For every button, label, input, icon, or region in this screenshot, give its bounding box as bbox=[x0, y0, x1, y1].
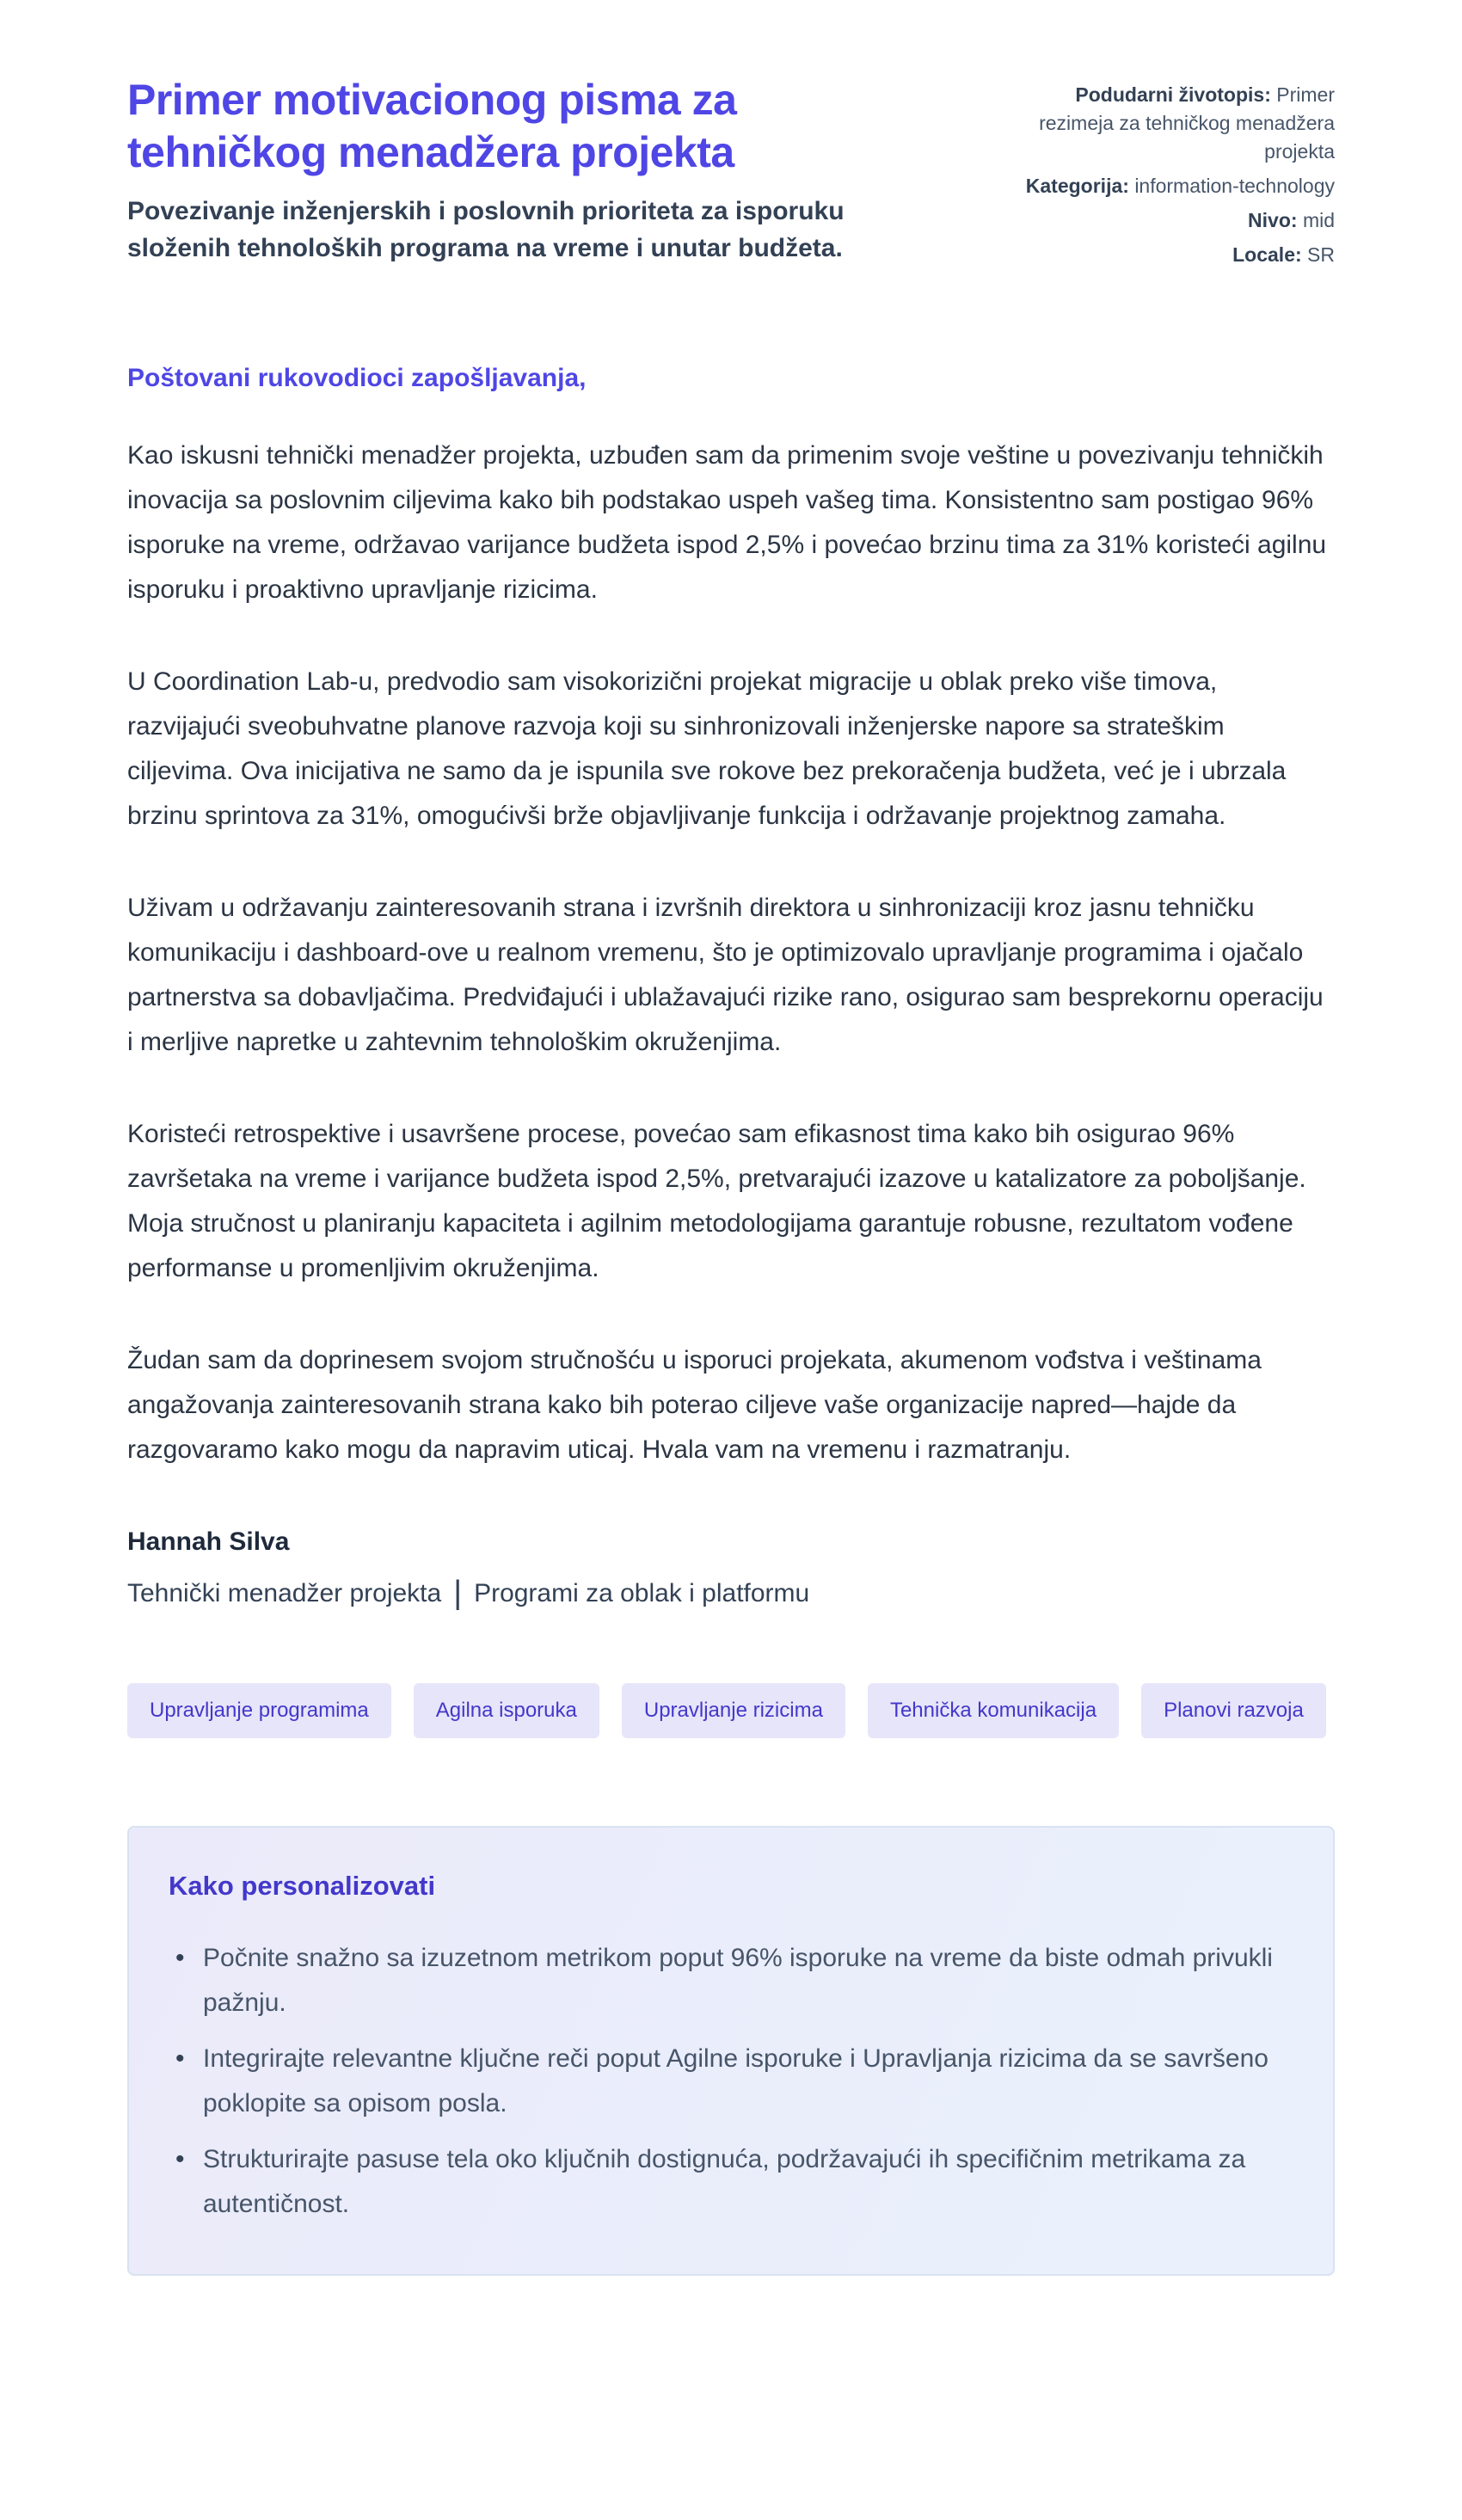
paragraph-1: Kao iskusni tehnički menadžer projekta, uzbuđen sam da primenim svoje veštine u povezivanju tehničkih inovacija sa poslovnim ciljevima kako bih podstakao uspeh vašeg tima. Konsistentno sam postigao 96% isporuke na vreme, održavao varijance budžeta ispod 2,5% i povećao brzinu tima za 31% koristeći agilnu isporuku i proaktivno upravljanje rizicima. bbox=[127, 441, 1327, 604]
signature-role: Tehnički menadžer projekta bbox=[127, 1579, 442, 1607]
tips-heading: Kako personalizovati bbox=[169, 1871, 436, 1901]
meta-value: mid bbox=[1302, 209, 1335, 231]
meta-item-locale bbox=[1008, 241, 1335, 269]
meta-label: Kategorija: bbox=[1025, 175, 1129, 197]
letter-body bbox=[127, 356, 1335, 1616]
tag-chip-agile-delivery: Agilna isporuka bbox=[414, 1683, 599, 1738]
header bbox=[127, 74, 1335, 275]
tag-chip-program-management: Upravljanje programima bbox=[127, 1683, 391, 1738]
tag-chip-technical-communication: Tehnička komunikacija bbox=[868, 1683, 1119, 1738]
meta-label: Nivo: bbox=[1248, 209, 1298, 231]
paragraph-3: Uživam u održavanju zainteresovanih strana i izvršnih direktora u sinhronizaciji kroz jasnu tehničku komunikaciju i dashboard-ove u realnom vremenu, što je optimizovalo upravljanje programima i ojačalo partnerstva sa dobavljačima. Predviđajući i ublažavajući rizike rano, osigurao sam besprekornu operaciju i merljive napretke u zahtevnim tehnološkim okruženjima. bbox=[127, 894, 1324, 1056]
meta-value: Primer rezimeja za tehničkog menadžera projekta bbox=[1039, 83, 1335, 163]
meta-label: Locale: bbox=[1232, 243, 1302, 266]
role-separator: | bbox=[453, 1575, 463, 1611]
tags-list bbox=[127, 1683, 1335, 1738]
tips-card bbox=[127, 1826, 1335, 2276]
meta-block bbox=[1008, 74, 1335, 275]
tips-list bbox=[169, 1936, 1292, 2227]
page-title: Primer motivacionog pisma za tehničkog menadžera projekta bbox=[127, 76, 737, 176]
meta-item-category bbox=[1008, 172, 1335, 200]
greeting: Poštovani rukovodioci zapošljavanja, bbox=[127, 364, 587, 392]
signature bbox=[127, 1520, 1335, 1616]
header-left bbox=[127, 74, 918, 267]
paragraph-5: Žudan sam da doprinesem svojom stručnošću u isporuci projekata, akumenom vođstva i veštinama angažovanja zainteresovanih strana kako bih poterao ciljeve vaše organizacije napred—hajde da razgovaramo kako mogu da napravim uticaj. Hvala vam na vremenu i razmatranju. bbox=[127, 1346, 1262, 1464]
paragraph-4: Koristeći retrospektive i usavršene procese, povećao sam efikasnost tima kako bih osigurao 96% završetaka na vreme i varijance budžeta ispod 2,5%, pretvarajući izazove u katalizatore za poboljšanje. Moja stručnost u planiranju kapaciteta i agilnim metodologijama garantuje robusne, rezultatom vođene performanse u promenljivim okruženjima. bbox=[127, 1120, 1306, 1282]
meta-item-level bbox=[1008, 206, 1335, 235]
tag-chip-roadmaps: Planovi razvoja bbox=[1141, 1683, 1326, 1738]
signature-division: Programi za oblak i platformu bbox=[474, 1579, 810, 1607]
page-subtitle: Povezivanje inženjerskih i poslovnih prioriteta za isporuku složenih tehnoloških programa na vreme i unutar budžeta. bbox=[127, 197, 845, 262]
tip-item-2: • Integrirajte relevantne ključne reči poput Agilne isporuke i Upravljanja rizicima da se savršeno poklopite sa opisom posla. bbox=[169, 2037, 1292, 2126]
paragraph-2: U Coordination Lab-u, predvodio sam visokorizični projekat migracije u oblak preko više timova, razvijajući sveobuhvatne planove razvoja koji su sinhronizovali inženjerske napore sa strateškim ciljevima. Ova inicijativa ne samo da je ispunila sve rokove bez prekoračenja budžeta, već je i ubrzala brzinu sprintova za 31%, omogućivši brže objavljivanje funkcija i održavanje projektnog zamaha. bbox=[127, 667, 1287, 830]
signature-name: Hannah Silva bbox=[127, 1527, 290, 1556]
signature-role-line bbox=[127, 1571, 1335, 1616]
tip-item-3: • Strukturirajte pasuse tela oko ključnih dostignuća, podržavajući ih specifičnim metrikama za autentičnost. bbox=[169, 2137, 1292, 2227]
meta-item-matching-resume bbox=[1008, 81, 1335, 166]
meta-value: information-technology bbox=[1134, 175, 1335, 197]
meta-label: Podudarni životopis: bbox=[1075, 83, 1271, 106]
tag-chip-risk-management: Upravljanje rizicima bbox=[622, 1683, 845, 1738]
tip-item-1: • Počnite snažno sa izuzetnom metrikom poput 96% isporuke na vreme da biste odmah privukli pažnju. bbox=[169, 1936, 1292, 2025]
meta-value: SR bbox=[1307, 243, 1335, 266]
